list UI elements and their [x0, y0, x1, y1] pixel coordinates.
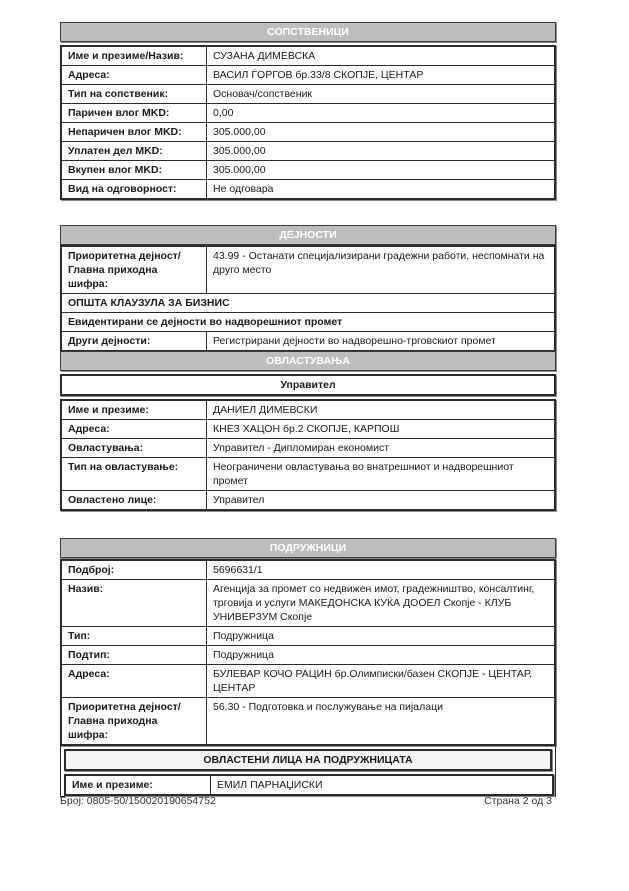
- field-label: Име и презиме:: [65, 775, 211, 795]
- table-row: [61, 698, 555, 746]
- field-label: Подброј:: [61, 560, 207, 580]
- table-row: [61, 665, 555, 698]
- table-row: [61, 161, 555, 180]
- branches-table: [60, 559, 556, 746]
- branch-authorized-title: ОВЛАСТЕНИ ЛИЦА НА ПОДРУЖНИЦАТА: [64, 749, 552, 771]
- branch-name-value: Агенција за промет со недвижен имот, градежништво, консалтинг, трговија и услуги МАКЕДОНСКА КУЌА ДООЕЛ Скопје - КЛУБ УНИВЕРЗУМ Скопје: [207, 580, 556, 627]
- field-label: Подтип:: [61, 646, 207, 665]
- authorization-type-value: Неограничени овластувања во внатрешниот и надворешниот промет: [207, 458, 556, 491]
- table-row: [61, 85, 555, 104]
- field-label: Вид на одговорност:: [61, 180, 207, 200]
- branches-section: [60, 538, 556, 797]
- branches-section-title: ПОДРУЖНИЦИ: [60, 538, 556, 558]
- field-label: Приоритетна дејност/ Главна приходна шифра:: [61, 246, 207, 294]
- owner-address-value: ВАСИЛ ЃОРГОВ бр.33/8 СКОПЈЕ, ЦЕНТАР: [207, 66, 556, 85]
- paid-part-value: 305.000,00: [207, 142, 556, 161]
- liability-type-value: Не одговара: [207, 180, 556, 200]
- field-label: Име и презиме/Назив:: [61, 46, 207, 66]
- table-row: [61, 142, 555, 161]
- owners-table: [60, 45, 556, 200]
- authorizations-section: [60, 351, 556, 511]
- owner-name-value: СУЗАНА ДИМЕВСКА: [207, 46, 556, 66]
- field-label: Приоритетна дејност/ Главна приходна шифра:: [61, 698, 207, 746]
- table-row: [65, 775, 553, 795]
- field-label: Непаричен влог MKD:: [61, 123, 207, 142]
- table-row: [61, 104, 555, 123]
- field-label: Тип на овластување:: [61, 458, 207, 491]
- branch-type-value: Подружница: [207, 627, 556, 646]
- activities-section-title: ДЕЈНОСТИ: [60, 225, 556, 245]
- activities-section: [60, 225, 556, 352]
- field-label: Тип на сопственик:: [61, 85, 207, 104]
- authorizations-section-title: ОВЛАСТУВАЊА: [60, 351, 556, 371]
- field-label: Вкупен влог MKD:: [61, 161, 207, 180]
- authorizations-value: Управител - Дипломиран економист: [207, 439, 556, 458]
- table-row: [61, 313, 555, 332]
- table-row: [61, 458, 555, 491]
- authorizations-subtitle: Управител: [60, 374, 556, 396]
- owner-type-value: Основач/сопственик: [207, 85, 556, 104]
- table-row: [61, 123, 555, 142]
- page-number: Страна 2 од 3: [484, 795, 552, 807]
- branch-authorized-name-value: ЕМИЛ ПАРНАЏИСКИ: [211, 775, 554, 795]
- branch-subtype-value: Подружница: [207, 646, 556, 665]
- sub-number-value: 5696631/1: [207, 560, 556, 580]
- field-label: Адреса:: [61, 665, 207, 698]
- total-deposit-value: 305.000,00: [207, 161, 556, 180]
- field-label: Овластено лице:: [61, 491, 207, 511]
- general-clause: ОПШТА КЛАУЗУЛА ЗА БИЗНИС: [61, 294, 555, 313]
- table-row: [61, 560, 555, 580]
- field-label: Други дејности:: [61, 332, 207, 352]
- table-row: [61, 400, 555, 420]
- branch-authorized-table: [64, 774, 554, 796]
- field-label: Име и презиме:: [61, 400, 207, 420]
- owners-section: [60, 22, 556, 200]
- manager-name-value: ДАНИЕЛ ДИМЕВСКИ: [207, 400, 556, 420]
- branch-address-value: БУЛЕВАР КОЧО РАЦИН бр.Олимписки/базен СКОПЈЕ - ЦЕНТАР, ЦЕНТАР: [207, 665, 556, 698]
- table-row: [61, 294, 555, 313]
- table-row: [61, 420, 555, 439]
- table-row: [61, 627, 555, 646]
- field-label: Назив:: [61, 580, 207, 627]
- priority-activity-value: 43.99 - Останати специјализирани градежни работи, неспомнати на друго место: [207, 246, 556, 294]
- authorizations-table: [60, 399, 556, 511]
- table-row: [61, 46, 555, 66]
- table-row: [61, 332, 555, 352]
- field-label: Уплатен дел MKD:: [61, 142, 207, 161]
- noncash-deposit-value: 305.000,00: [207, 123, 556, 142]
- field-label: Овластувања:: [61, 439, 207, 458]
- foreign-trade-note: Евидентирани се дејности во надворешниот промет: [61, 313, 555, 332]
- activities-table: [60, 245, 556, 352]
- table-row: [61, 439, 555, 458]
- authorized-person-value: Управител: [207, 491, 556, 511]
- field-label: Тип:: [61, 627, 207, 646]
- field-label: Адреса:: [61, 420, 207, 439]
- branch-priority-activity-value: 56.30 - Подготовка и послужување на пијалаци: [207, 698, 556, 746]
- table-row: [61, 491, 555, 511]
- manager-address-value: КНЕЗ ХАЦОН бр.2 СКОПЈЕ, КАРПОШ: [207, 420, 556, 439]
- field-label: Паричен влог MKD:: [61, 104, 207, 123]
- owners-section-title: СОПСТВЕНИЦИ: [60, 22, 556, 42]
- table-row: [61, 246, 555, 294]
- table-row: [61, 66, 555, 85]
- table-row: [61, 180, 555, 200]
- table-row: [61, 646, 555, 665]
- field-label: Адреса:: [61, 66, 207, 85]
- cash-deposit-value: 0,00: [207, 104, 556, 123]
- other-activities-value: Регистрирани дејности во надворешно-трговскиот промет: [207, 332, 556, 352]
- branch-authorized-persons: [60, 746, 556, 797]
- document-number: Број: 0805-50/150020190654752: [60, 795, 216, 807]
- table-row: [61, 580, 555, 627]
